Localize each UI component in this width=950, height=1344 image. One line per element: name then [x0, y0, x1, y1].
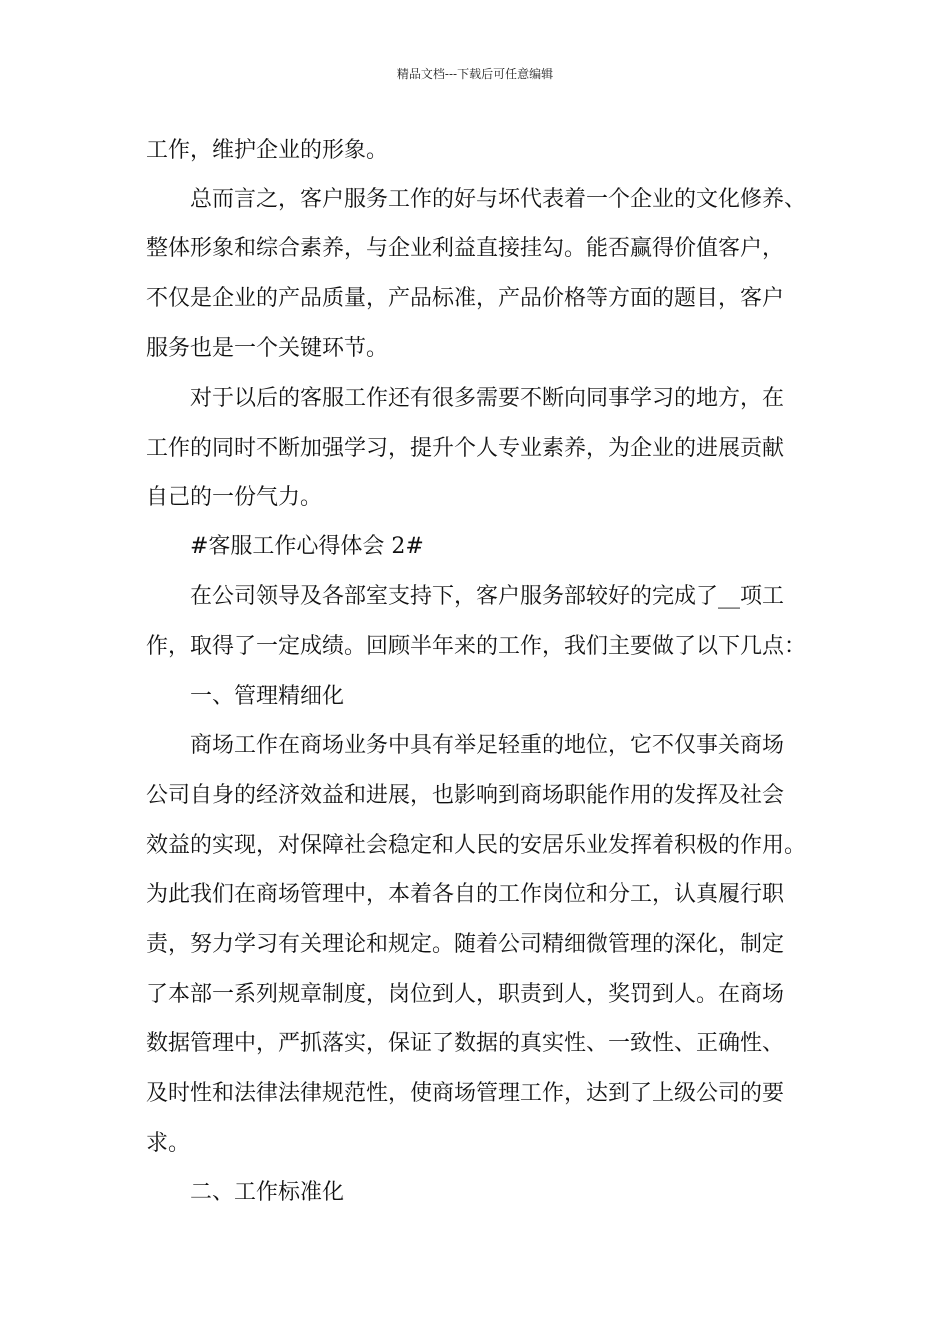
text-line: 数据管理中，严抓落实，保证了数据的真实性、一致性、正确性、 — [146, 1031, 785, 1056]
text-line: 在公司领导及各部室支持下，客户服务部较好的完成了__项工 — [190, 584, 785, 609]
text-line: 整体形象和综合素养，与企业利益直接挂勾。能否赢得价值客户， — [146, 236, 785, 261]
text-line: 及时性和法律法律规范性，使商场管理工作，达到了上级公司的要 — [146, 1081, 785, 1106]
section-heading: #客服工作心得体会 2# — [190, 534, 424, 559]
text-line: 商场工作在商场业务中具有举足轻重的地位，它不仅事关商场 — [190, 733, 785, 758]
text-line: 服务也是一个关键环节。 — [146, 336, 389, 361]
text-line: 求。 — [146, 1131, 191, 1156]
text-line: 自己的一份气力。 — [146, 485, 323, 510]
text-line: 工作的同时不断加强学习，提升个人专业素养，为企业的进展贡献 — [146, 436, 785, 461]
text-line: 不仅是企业的产品质量，产品标准，产品价格等方面的题目，客户 — [146, 286, 785, 311]
text-line: 为此我们在商场管理中，本着各自的工作岗位和分工，认真履行职 — [146, 882, 785, 907]
page-header: 精品文档---下载后可任意编辑 — [396, 67, 554, 81]
text-line: 责，努力学习有关理论和规定。随着公司精细微管理的深化，制定 — [146, 932, 785, 957]
section-heading: 一、管理精细化 — [190, 684, 345, 709]
section-heading: 二、工作标准化 — [190, 1180, 345, 1205]
text-line: 了本部一系列规章制度，岗位到人，职责到人，奖罚到人。在商场 — [146, 982, 785, 1007]
text-line: 作，取得了一定成绩。回顾半年来的工作，我们主要做了以下几点： — [146, 634, 807, 659]
text-line: 效益的实现，对保障社会稳定和人民的安居乐业发挥着积极的作用。 — [146, 833, 807, 858]
text-line: 公司自身的经济效益和进展，也影响到商场职能作用的发挥及社会 — [146, 783, 785, 808]
text-line: 对于以后的客服工作还有很多需要不断向同事学习的地方，在 — [190, 386, 785, 411]
text-line: 工作，维护企业的形象。 — [146, 138, 389, 163]
text-line: 总而言之，客户服务工作的好与坏代表着一个企业的文化修养、 — [190, 187, 807, 212]
